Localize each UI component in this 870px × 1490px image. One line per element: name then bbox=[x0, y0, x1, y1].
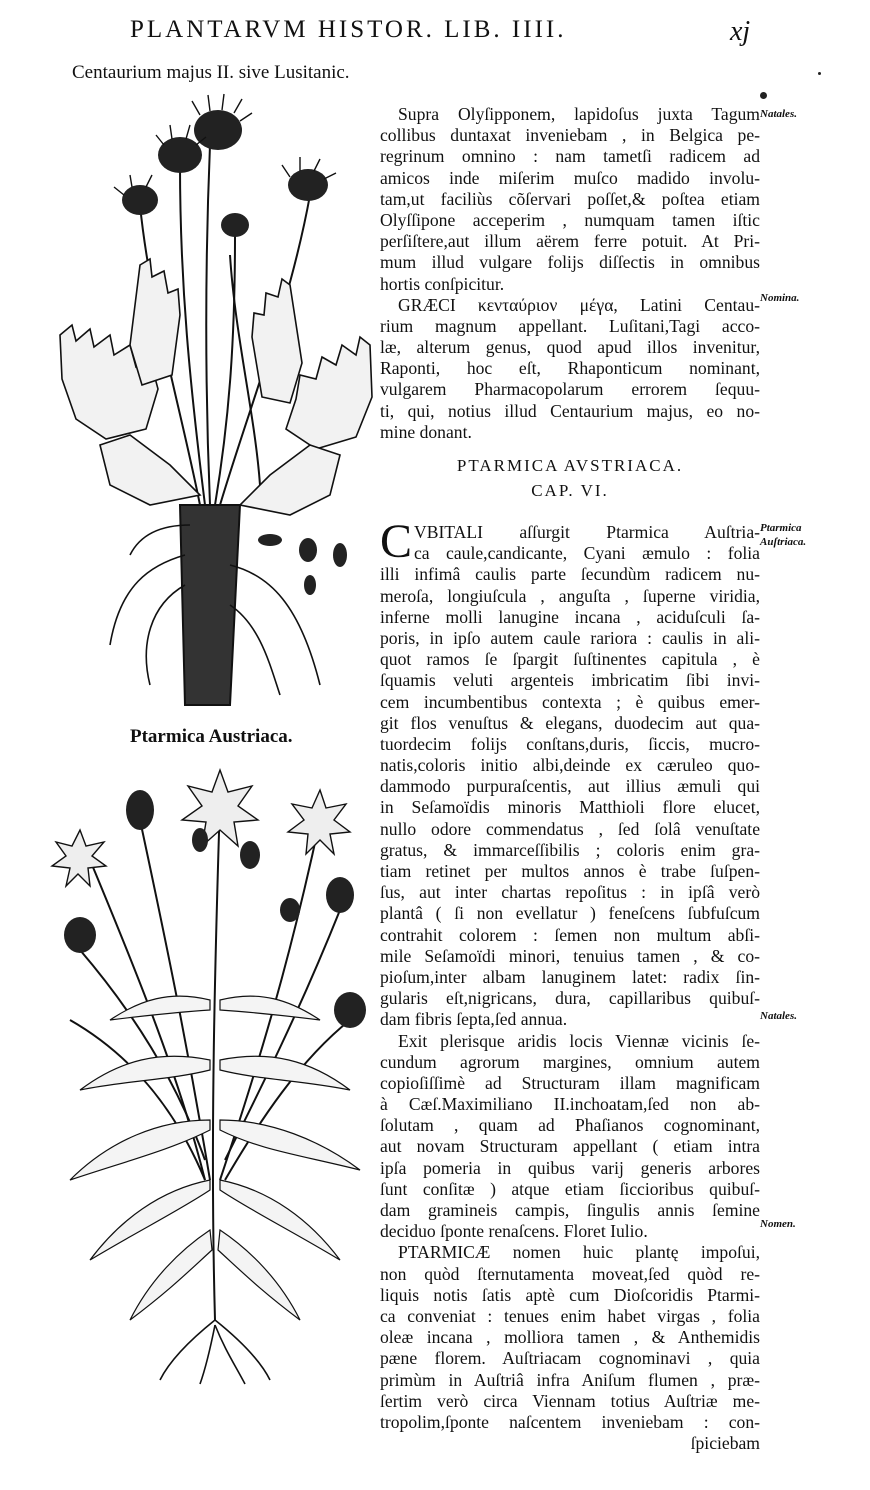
text-line: ſunt conſitæ ) atque etiam ſiccioribus quibuſ- bbox=[380, 1178, 760, 1199]
text-line: Exit plerisque aridis locis Viennæ vicinis ſe- bbox=[398, 1030, 760, 1051]
chapter-number: CAP. VI. bbox=[531, 481, 609, 500]
text-line: natis,coloris initio albi,deinde ex cæruleo quo- bbox=[380, 755, 760, 776]
text-line: deciduo ſponte renaſcens. Floret Iulio. bbox=[380, 1221, 648, 1242]
text-line: dam gramineis campis, ſingulis annis ſemine bbox=[380, 1200, 760, 1220]
catchword: ſpiciebam bbox=[690, 1433, 760, 1454]
text-line: contrahit colorem : ſemen non multum abſi- bbox=[380, 924, 760, 945]
text-line: dam fibris ſepta,ſed annua. bbox=[380, 1009, 568, 1030]
text-line: liquis notis ſatis aptè cum Dioſcoridis Ptarmi- bbox=[380, 1284, 760, 1305]
folio-number: xj bbox=[730, 16, 751, 47]
text-line: hortis conſpicitur. bbox=[380, 273, 505, 294]
text-line: VBITALI aſſurgit Ptarmica Auſtria- bbox=[414, 522, 760, 542]
text-line: aut novam Structuram appellant ( etiam intra bbox=[380, 1136, 760, 1157]
text-line: mum illud vulgare folijs diſſectis in omnibus bbox=[380, 252, 760, 273]
text-line: Supra Olyſipponem, lapidoſus juxta Tagum bbox=[398, 104, 760, 124]
text-line: vulgarem Pharmacopolarum errorem ſequu- bbox=[380, 379, 760, 400]
text-line: tam,ut faciliùs cõſervari poſſet,& poſtea etiam bbox=[380, 188, 760, 209]
text-line: nullo odore commendatus , ſed ſolâ venuſtate bbox=[380, 818, 760, 839]
text-line: ca conveniat : tenues enim habet virgas , folia bbox=[380, 1305, 760, 1326]
text-line: PTARMICÆ nomen huic plantę impoſui, bbox=[398, 1242, 760, 1263]
text-line: cundum agrorum margines, omnium autem bbox=[380, 1051, 760, 1072]
text-line: ca caule,candicante, Cyani æmulo : folia bbox=[414, 543, 760, 564]
text-line: ſquamis veluti argenteis imbricatim ſibi invi- bbox=[380, 670, 760, 691]
text-line: non quòd ſternutamenta moveat,ſed quòd re- bbox=[380, 1263, 760, 1284]
running-head: PLANTARVM HISTOR. LIB. IIII. bbox=[130, 16, 567, 43]
ptarmica-woodcut-illustration bbox=[40, 760, 380, 1385]
text-line: amicos inde miſerim muſco madido involu- bbox=[380, 167, 760, 188]
section-ptarmica-text bbox=[380, 522, 760, 1454]
text-line: ipſa pomeria in quibus varij generis arbores bbox=[380, 1157, 760, 1178]
drop-capital: C bbox=[380, 515, 413, 568]
text-line: Raponti, hoc eſt, Rhaponticum nominant, bbox=[380, 358, 760, 379]
text-line: meroſa, longiuſcula , anguſta , ſuperne viridia, bbox=[380, 585, 760, 606]
figure-caption-ptarmica: Ptarmica Austriaca. bbox=[130, 726, 293, 747]
text-line: collibus duntaxat inveniebam , in Belgica pe- bbox=[380, 125, 760, 146]
margin-note-nomina: Nomina. bbox=[760, 292, 800, 304]
text-line: in Seſamoïdis minoris Matthioli flore elucet, bbox=[380, 797, 760, 818]
text-line: rium magnum appellant. Luſitani,Tagi acco- bbox=[380, 315, 760, 336]
text-line: primùm in Auſtriâ infra Aniſum flumen , præ- bbox=[380, 1369, 760, 1390]
chapter-title: PTARMICA AVSTRIACA. bbox=[456, 456, 684, 475]
ink-speck bbox=[760, 92, 767, 99]
text-line: copioſiſſimè ad Structuram illam magnificam bbox=[380, 1072, 760, 1093]
text-line: cem incumbentibus contexta ; è quibus emer- bbox=[380, 691, 760, 712]
text-line: gratus, & immarceſſibilis ; coloris enim gra- bbox=[380, 839, 760, 860]
text-line: ſolutam , quam ad Phaſianos cognominant, bbox=[380, 1115, 760, 1136]
text-line: tropolim,ſponte naſcentem inveniebam : con- bbox=[380, 1411, 760, 1432]
text-line: regrinum omnino : nam tametſi radicem ad bbox=[380, 146, 760, 167]
margin-note-natales: Natales. bbox=[760, 108, 797, 120]
text-line: oleæ incana , molliora tamen , & Anthemidis bbox=[380, 1327, 760, 1348]
text-line: ti, qui, notius illud Centaurium majus, eo no- bbox=[380, 400, 760, 421]
text-line: mile Seſamoïdi minori, tenuius tamen , & co- bbox=[380, 945, 760, 966]
text-line: læ, alterum genus, quod apud illos invenitur, bbox=[380, 337, 760, 358]
text-line: illi infimâ caulis parte ſecundùm radicem nu- bbox=[380, 564, 760, 585]
centaurium-woodcut-illustration bbox=[40, 85, 380, 715]
text-line: ſus, aut inter chartas repoſitus : in ipſâ verò bbox=[380, 882, 760, 903]
margin-note-natales-2: Natales. bbox=[760, 1010, 797, 1022]
text-line: dammodo purpuraſcentis, aut illius æmuli qui bbox=[380, 776, 760, 797]
text-line: poris, in ipſo autem caule rariora : caulis in ali- bbox=[380, 627, 760, 648]
text-line: pæne florem. Auſtriacam cognominavi , quia bbox=[380, 1348, 760, 1369]
text-line: tuordecim folijs conſtans,duris, ſiccis, mucro- bbox=[380, 733, 760, 754]
text-line: quot ramos ſe ſpargit ſuſtinentes capitula , è bbox=[380, 649, 760, 670]
text-line: inferne molli lanugine incana , aciduſculi ſa- bbox=[380, 606, 760, 627]
text-line: gularis eſt,nigricans, dura, capillaribus quibuſ- bbox=[380, 988, 760, 1009]
margin-note-nomen: Nomen. bbox=[760, 1218, 796, 1230]
figure-caption-centaurium: Centaurium majus II. sive Lusitanic. bbox=[72, 62, 350, 83]
text-line: tiam retinet per multos annos è trabe ſuſpen- bbox=[380, 861, 760, 881]
text-line: perſiſtere,aut illum aërem ferre potuit. At Pri- bbox=[380, 231, 760, 252]
text-line: git flos venuſtus & elegans, duodecim aut qua- bbox=[380, 712, 760, 733]
text-line: ſertim verò circa Viennam totius Auſtriæ me- bbox=[380, 1390, 760, 1411]
text-line: pioſum,inter albam lanuginem latet: radix ſin- bbox=[380, 966, 760, 987]
margin-note-ptarmica: Ptarmica bbox=[760, 522, 802, 534]
section-centaurium-text bbox=[380, 104, 760, 443]
text-line: mine donant. bbox=[380, 421, 472, 442]
ink-speck bbox=[818, 72, 821, 75]
text-line: plantâ ( ſi non evellatur ) feneſcens ſubfuſcum bbox=[380, 903, 760, 924]
text-line: à Cæſ.Maximiliano II.inchoatam,ſed non ab- bbox=[380, 1094, 760, 1115]
text-line: GRÆCI κενταύριον μέγα, Latini Centau- bbox=[398, 294, 760, 315]
text-line: Olyſſipone acceperim , numquam tamen iſtic bbox=[380, 209, 760, 230]
margin-note-austriaca: Auſtriaca. bbox=[760, 536, 807, 548]
